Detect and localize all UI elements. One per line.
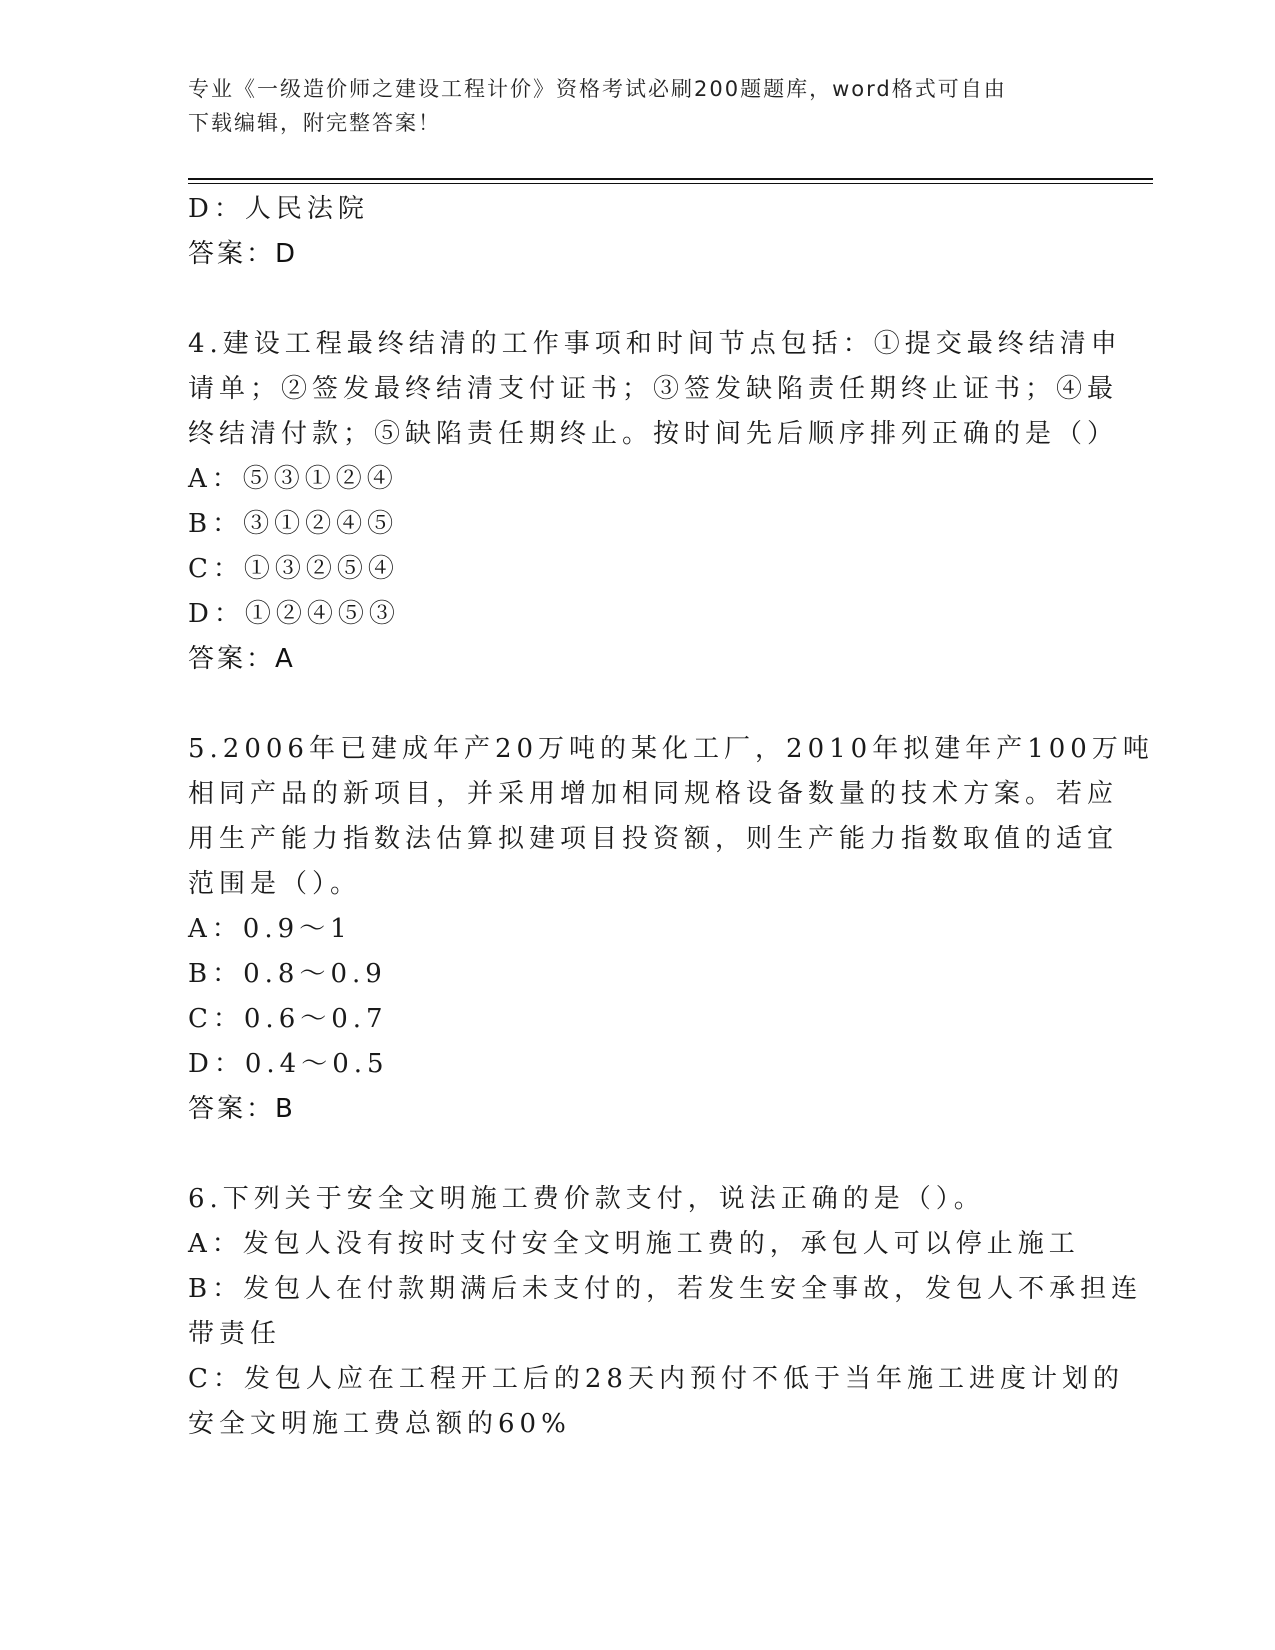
- q5-option-d: D：0.4～0.5: [188, 1049, 389, 1079]
- spacer: [188, 277, 1088, 322]
- q5-option-a: A：0.9～1: [188, 914, 352, 944]
- q3-option-d: D：人民法院: [188, 194, 369, 224]
- q6-stem: 6.下列关于安全文明施工费价款支付，说法正确的是（）。: [188, 1184, 985, 1214]
- q6-option-b-line-2: 带责任: [188, 1319, 282, 1349]
- q4-stem-line-2: 请单；②签发最终结清支付证书；③签发缺陷责任期终止证书；④最: [188, 374, 1119, 404]
- q3-answer: 答案：D: [188, 239, 299, 269]
- q5-answer: 答案：B: [188, 1094, 296, 1124]
- q4-answer: 答案：A: [188, 644, 296, 674]
- q4-stem-line-3: 终结清付款；⑤缺陷责任期终止。按时间先后顺序排列正确的是（）: [188, 419, 1119, 449]
- q5-stem-line-2: 相同产品的新项目，并采用增加相同规格设备数量的技术方案。若应: [188, 779, 1119, 809]
- q4-option-b: B：③①②④⑤: [188, 509, 399, 539]
- header-line-1: 专业《一级造价师之建设工程计价》资格考试必刷200题题库，word格式可自由: [188, 77, 1007, 101]
- q4-stem-line-1: 4.建设工程最终结清的工作事项和时间节点包括：①提交最终结清申: [188, 329, 1122, 359]
- q6-option-c-line-1: C：发包人应在工程开工后的28天内预付不低于当年施工进度计划的: [188, 1364, 1124, 1394]
- q5-stem-line-3: 用生产能力指数法估算拟建项目投资额，则生产能力指数取值的适宜: [188, 824, 1119, 854]
- spacer: [188, 682, 1088, 727]
- question-content: [188, 187, 1154, 1447]
- q4-option-d: D：①②④⑤③: [188, 599, 400, 629]
- document-header: [188, 72, 1088, 140]
- q5-option-c: C：0.6～0.7: [188, 1004, 388, 1034]
- q6-option-a: A：发包人没有按时支付安全文明施工费的，承包人可以停止施工: [188, 1229, 1080, 1259]
- header-line-2: 下载编辑，附完整答案！: [188, 111, 441, 135]
- q6-option-c-line-2: 安全文明施工费总额的60%: [188, 1409, 571, 1439]
- q4-option-a: A：⑤③①②④: [188, 464, 398, 494]
- header-rule-thick: [188, 178, 1153, 180]
- q6-option-b-line-1: B：发包人在付款期满后未支付的，若发生安全事故，发包人不承担连: [188, 1274, 1143, 1304]
- q5-stem-line-1: 5.2006年已建成年产20万吨的某化工厂，2010年拟建年产100万吨: [188, 734, 1154, 764]
- q5-stem-line-4: 范围是（）。: [188, 869, 362, 899]
- header-rule-thin: [188, 183, 1153, 184]
- q5-option-b: B：0.8～0.9: [188, 959, 387, 989]
- spacer: [188, 1132, 1088, 1177]
- q4-option-c: C：①③②⑤④: [188, 554, 399, 584]
